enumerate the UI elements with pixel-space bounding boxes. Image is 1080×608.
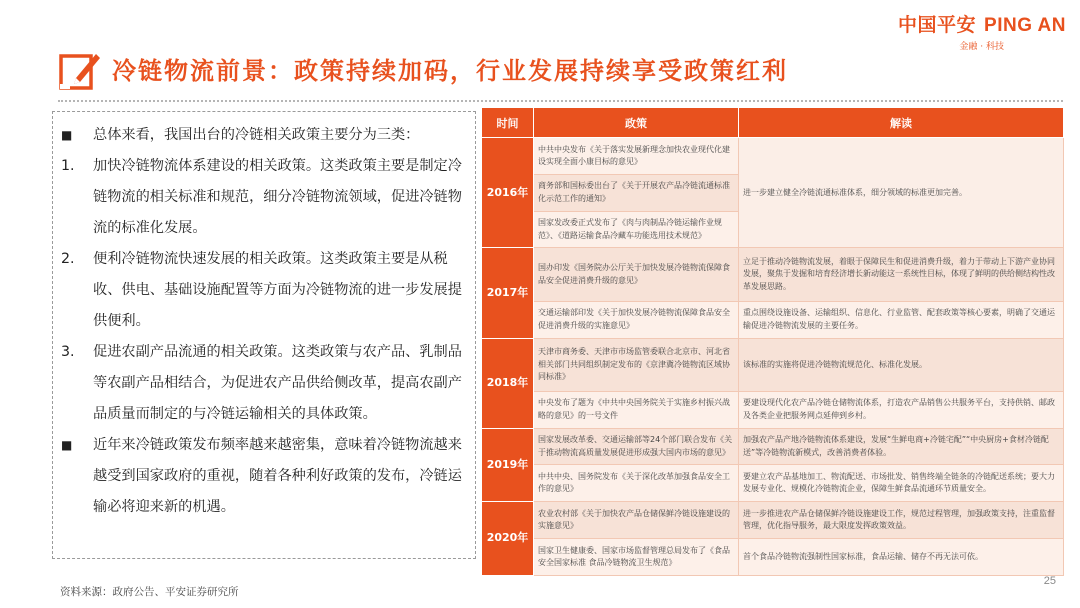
header-time: 时间	[482, 108, 534, 138]
table-row	[482, 338, 1064, 391]
table-row	[482, 502, 1064, 539]
table-header-row	[482, 108, 1064, 138]
year-cell: 2019年	[482, 428, 534, 502]
policy-cell: 天津市商务委、天津市市场监管委联合北京市、河北省相关部门共同组织制定发布的《京津冀冷链物流区域协同标准》	[534, 338, 739, 391]
summary-text: 促进农副产品流通的相关政策。这类政策与农产品、乳制品等农副产品相结合，为促进农产品供给侧改革，提高农副产品质量而制定的与冷链运输相关的具体政策。	[93, 344, 462, 422]
policy-cell: 中央发布了题为《中共中央国务院关于实施乡村振兴战略的意见》的一号文件	[534, 391, 739, 428]
logo-subtitle: 金融 · 科技	[959, 42, 1004, 52]
interpretation-cell: 进一步推进农产品仓储保鲜冷链设施建设工作，规范过程管理，加强政策支持，注重监督管理，优化指导服务，最大限度发挥政策效益。	[739, 502, 1064, 539]
ping-an-logo	[898, 10, 1066, 52]
summary-text: 加快冷链物流体系建设的相关政策。这类政策主要是制定冷链物流的相关标准和规范，细分冷链物流领域，促进冷链物流的标准化发展。	[93, 158, 462, 236]
policy-cell: 国办印发《国务院办公厅关于加快发展冷链物流保障食品安全促进消费升级的意见》	[534, 248, 739, 301]
policy-cell: 交通运输部印发《关于加快发展冷链物流保障食品安全促进消费升级的实施意见》	[534, 301, 739, 338]
interpretation-cell: 该标准的实施将促进冷链物流规范化、标准化发展。	[739, 338, 1064, 391]
table-row	[482, 539, 1064, 576]
policy-cell: 农业农村部《关于加快农产品仓储保鲜冷链设施建设的实施意见》	[534, 502, 739, 539]
summary-item	[61, 151, 469, 244]
policy-cell: 国家发改委正式发布了《肉与肉制品冷链运输作业规范》、《道路运输食品冷藏车功能选用技术规范》	[534, 211, 739, 248]
summary-text: 总体来看，我国出台的冷链相关政策主要分为三类：	[93, 127, 420, 143]
square-bullet-icon: ■	[61, 128, 73, 142]
year-cell: 2018年	[482, 338, 534, 428]
year-cell: 2017年	[482, 248, 534, 338]
table-row	[482, 301, 1064, 338]
summary-text: 便利冷链物流快速发展的相关政策。这类政策主要是从税收、供电、基础设施配置等方面为冷链物流的进一步发展提供便利。	[93, 251, 462, 329]
source-note: 资料来源：政府公告、平安证券研究所	[60, 586, 239, 598]
policy-cell: 商务部和国标委出台了《关于开展农产品冷链流通标准化示范工作的通知》	[534, 174, 739, 211]
summary-panel	[52, 111, 476, 559]
pencil-square-icon	[58, 48, 102, 92]
logo-en-text: PING AN	[984, 15, 1066, 36]
summary-item	[61, 120, 469, 151]
summary-item	[61, 430, 469, 523]
table-row	[482, 391, 1064, 428]
policy-cell: 中共中央、国务院发布《关于深化改革加强食品安全工作的意见》	[534, 465, 739, 502]
policy-cell: 中共中央发布《关于落实发展新理念加快农业现代化建设实现全面小康目标的意见》	[534, 138, 739, 175]
interpretation-cell: 重点围绕设施设备、运输组织、信息化、行业监管、配套政策等核心要素，明确了交通运输促进冷链物流发展的主要任务。	[739, 301, 1064, 338]
interpretation-cell: 要建设现代化农产品冷链仓储物流体系，打造农产品销售公共服务平台，支持供销、邮政及各类企业把服务网点延伸到乡村。	[739, 391, 1064, 428]
policy-cell: 国家卫生健康委、国家市场监督管理总局发布了《食品安全国家标准 食品冷链物流卫生规范》	[534, 539, 739, 576]
table-row	[482, 428, 1064, 465]
logo-cn-text: 中国平安	[898, 15, 977, 36]
interpretation-cell: 加强农产品产地冷链物流体系建设，发展“生鲜电商+冷链宅配”“中央厨房+食材冷链配送”等冷链物流新模式，改善消费者体验。	[739, 428, 1064, 465]
list-number: 3.	[61, 344, 75, 360]
summary-text: 近年来冷链政策发布频率越来越密集，意味着冷链物流越来越受到国家政府的重视，随着各种利好政策的发布，冷链运输必将迎来新的机遇。	[93, 437, 462, 515]
interpretation-cell: 要建立农产品基地加工、物流配送、市场批发、销售终端全链条的冷链配送系统；要大力发展专业化、规模化冷链物流企业，保障生鲜食品流通环节质量安全。	[739, 465, 1064, 502]
interpretation-cell: 进一步建立健全冷链流通标准体系，细分领域的标准更加完善。	[739, 138, 1064, 248]
policy-cell: 国家发展改革委、交通运输部等24个部门联合发布《关于推动物流高质量发展促进形成强大国内市场的意见》	[534, 428, 739, 465]
table-row	[482, 138, 1064, 175]
header-interpretation: 解读	[739, 108, 1064, 138]
policy-table	[481, 107, 1064, 576]
table-row	[482, 465, 1064, 502]
list-number: 1.	[61, 158, 75, 174]
table-row	[482, 248, 1064, 301]
summary-item	[61, 337, 469, 430]
interpretation-cell: 首个食品冷链物流强制性国家标准，食品运输、储存不再无法可依。	[739, 539, 1064, 576]
square-bullet-icon: ■	[61, 438, 73, 452]
year-cell: 2020年	[482, 502, 534, 576]
page-number: 25	[1043, 575, 1056, 587]
title-divider	[58, 100, 1063, 102]
header-policy: 政策	[534, 108, 739, 138]
interpretation-cell: 立足于推动冷链物流发展，着眼于保障民生和促进消费升级，着力于带动上下游产业协同发展，聚焦于发掘和培育经济增长新动能这一系统性目标，体现了鲜明的供给侧结构性改革发展思路。	[739, 248, 1064, 301]
year-cell: 2016年	[482, 138, 534, 248]
page-title: 冷链物流前景：政策持续加码，行业发展持续享受政策红利	[112, 56, 788, 85]
summary-item	[61, 244, 469, 337]
list-number: 2.	[61, 251, 75, 267]
